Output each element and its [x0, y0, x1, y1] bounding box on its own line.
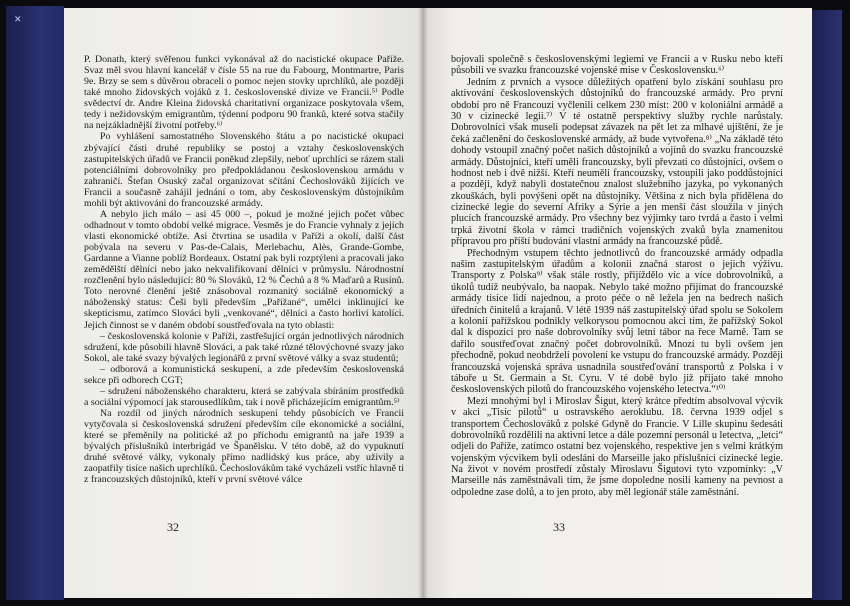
corner-mark-icon: ✕ [14, 15, 22, 25]
right-page [423, 8, 812, 598]
right-paragraph-2: Jedním z prvních a vysoce důležitých opatření bylo získání souhlasu pro aktivování československých důstojníků do francouzské armády. Pro první období pro ně Francouzi vyčlenili celkem 230 míst: 200 v koloniální armádě a 30 v cizinecké legii.⁷⁾ V té ostatně perspektivy služby rychle narůstaly. Dobrovolníci však museli podepsat závazek na pět let za mlhavé ujištění, že je čeká začlenění do československé armády, až bude vytvořena.⁸⁾ „Na základě této dohody vstoupil značný počet našich důstojníků a vojínů do svazku francouzské armády. Důstojníci, kteří uměli francouzsky, byli převzati co důstojníci, ovšem o hodnost neb i dvě nižší. Kteří neuměli francouzsky, vstoupili jako poddůstojníci a později, když nabyli dostatečnou znalost služebního jazyka, po vykonaných zkouškách, byli povýšeni opět na důstojníky. Většina z nich byla přidělena do cizinecké legie do severní Afriky a Sýrie a jen menší část sloužila v jiných plucích francouzské armády. Pro všechny bez výjimky taro tvrdá a často i velmi trpká životní škola v rámci tradičních vojenských zvaků byla znamenitou přípravou pro příští budování vlastní armády na francouzské půdě. [451, 76, 783, 248]
right-paragraph-1: bojovali společně s československými legiemi ve Francii a v Rusku nebo kteří působili ve svazku francouzské vojenské mise v Československu.⁶⁾ [451, 54, 783, 77]
left-paragraph-1: P. Donath, který svěřenou funkci vykonával až do nacistické okupace Paříže. Svaz měl svou hlavní kancelář v čísle 55 na rue du Fabourg, Montmartre, Paris 9e. Brzy se sem s důvěrou obraceli o pomoc nejen stovky uprchlíků, ale později také mnoho židovských vojáků z 1. československé divize ve Francii.⁵⁾ Podle svědectví dr. Andre Kleina židovská charitativní organizace poskytovala všem, tedy i nežidovským emigrantům, týdenní podporu 90 franků, které sotva stačily na nejzákladnější životní potřeby.⁶⁾ [84, 54, 404, 132]
list-item: – sdružení náboženského charakteru, která se zabývala sbíráním prostředků a sociální výpomocí jak starousedlíkům, tak i nově přicházejícím emigrantům.⁵⁾ [84, 385, 404, 408]
book-cover-right-edge [812, 10, 842, 600]
left-paragraph-2: Po vyhlášení samostatného Slovenského štátu a po nacistické okupaci zbývající části druhé republiky se postoj a vztahy československých zastupitelských úřadů ve Francii poněkud zlepšily, neboť uprchlíci se rázem stali potenciálními dobrovolníky pro předpokládanou československou armádu v zahraničí. Štefan Osuský začal organizovat sčítání Čechoslováků žijících ve Francii a současně zahájil jednání o tom, aby československým důstojníkům mohli být aktivováni do francouzské armády. [84, 131, 404, 209]
book-gutter [418, 8, 428, 598]
left-paragraph-closing: Na rozdíl od jiných národních seskupení tehdy působících ve Francii vytyčovala si československá sdružení především cíle ekonomické a sociální, které se přeměnily na politické až po příchodu emigrantů na jaře 1939 a bývalých příslušníků interbrigád ve Španělsku. V této době, až do vypuknutí druhé světové války, vykonaly přímo nadlidský kus práce, aby uživily a zaopatřily tisíce našich uprchlíků. Čechoslovákům také vycházeli vstříc hlavně ti z francouzských důstojníků, kteří v první světové válce [84, 408, 404, 486]
page-number-left: 32 [167, 520, 179, 534]
right-paragraph-4: Mezi mnohými byl i Miroslav Šigut, který krátce předtím absolvoval výcvik v akci „Tisíc pilotů“ u ostravského aeroklubu. 18. června 1939 odjel s transportem Čechoslováků z polské Gdyně do Francie. V Lille skupinu šedesáti dobrovolníků rozdělili na aktivní letce a dále pozemní personál u letectva, „letci“ odjeli do Paříže, zatímco ostatní bez vojenského, respektive jen s velmi krátkým vojenským výcvikem byli odesláni do Marseille jako příslušníci cizinecké legie. Na život v novém prostředí zůstaly Miroslavu Šigutovi tyto vzpomínky: „V Marseille nás zaměstnávali tím, že jsme dopoledne nosili kameny na pevnost a odpoledne zase dolů, a to jen proto, aby měl legionář stále zaměstnání. [451, 395, 783, 498]
left-page-text [84, 54, 404, 485]
page-number-right: 33 [553, 520, 565, 534]
right-paragraph-3: Přechodným vstupem těchto jednotlivců do francouzské armády odpadla našim zastupitelským úřadům a kolonii značná starost o jejich výživu. Transporty z Polska⁹⁾ však stále rostly, přijíždělo víc a více dobrovolníků, a úkolů tudíž neubývalo, ba naopak. Nebylo také možno přijímat do francouzské armády tisíce lidí najednou, a proto péče o ně ležela jen na bedrech našich úředních činitelů a krajanů. V létě 1939 náš zastupitelský úřad spolu se Sokolem a kolonií pařížskou podnikly velkorysou pomocnou akci tím, že pařížský Sokol dal k dispozici pro naše dobrovolníky svůj letní tábor na řece Marně. Tam se dařilo soustřeďovat značný počet dobrovolníků. Mnozí tu byli ovšem jen přechodně, pokud neobdrželi povolení ke vstupu do francouzské armády. Později francouzská vojenská správa usnadnila soustřeďování transportů z Polska i v táboře u St. Germain a St. Cyru. V té době bylo již přijato také mnoho československých pilotů do francouzského vojenského letectva.“¹⁰⁾ [451, 247, 783, 396]
list-item: – československá kolonie v Paříži, zastřešující orgán jednotlivých národních sdružení, kde působili hlavně Slováci, a pak také různé tělovýchovné svazy jako Sokol, ale také svazy bývalých legionářů z první světové války a svaz studentů; [84, 330, 404, 364]
left-page [64, 8, 423, 598]
right-page-text [451, 54, 783, 498]
list-item: – odborová a komunistická seskupení, a zde především československá sekce při odborech CGT; [84, 363, 404, 386]
book-cover-left-edge [6, 6, 64, 600]
left-paragraph-3: A nebylo jich málo – asi 45 000 –, pokud je možné jejich počet vůbec odhadnout v tomto období velké migrace. Vesměs je do Francie vyhnaly z jejich vlasti ekonomické obtíže. Asi čtvrtina se usadila v Paříži a okolí, další část pobývala na severu v Pas-de-Calais, Merlebachu, Alès, Grande-Gombe, Gardanne a Vianne poblíž Bordeaux. Ostatní pak byli rozptýleni a pracovali jako zemědělští dělníci nebo jako nekvalifikovaní dělníci v průmyslu. Národnostní rozčlenění bylo následující: 80 % Slováků, 12 % Čechů a 8 % Maďarů a Rusínů. Toto nerovné členění ještě znásoboval rozmanitý sociálně ekonomický a náboženský status: Češi byli především „Pařížané“, umělci inklinující ke skepticismu, zatímco Slováci byli „venkované“, dělníci a často horliví katolíci. Jejich činnost se v daném období soustřeďovala na tyto oblasti: [84, 208, 404, 331]
